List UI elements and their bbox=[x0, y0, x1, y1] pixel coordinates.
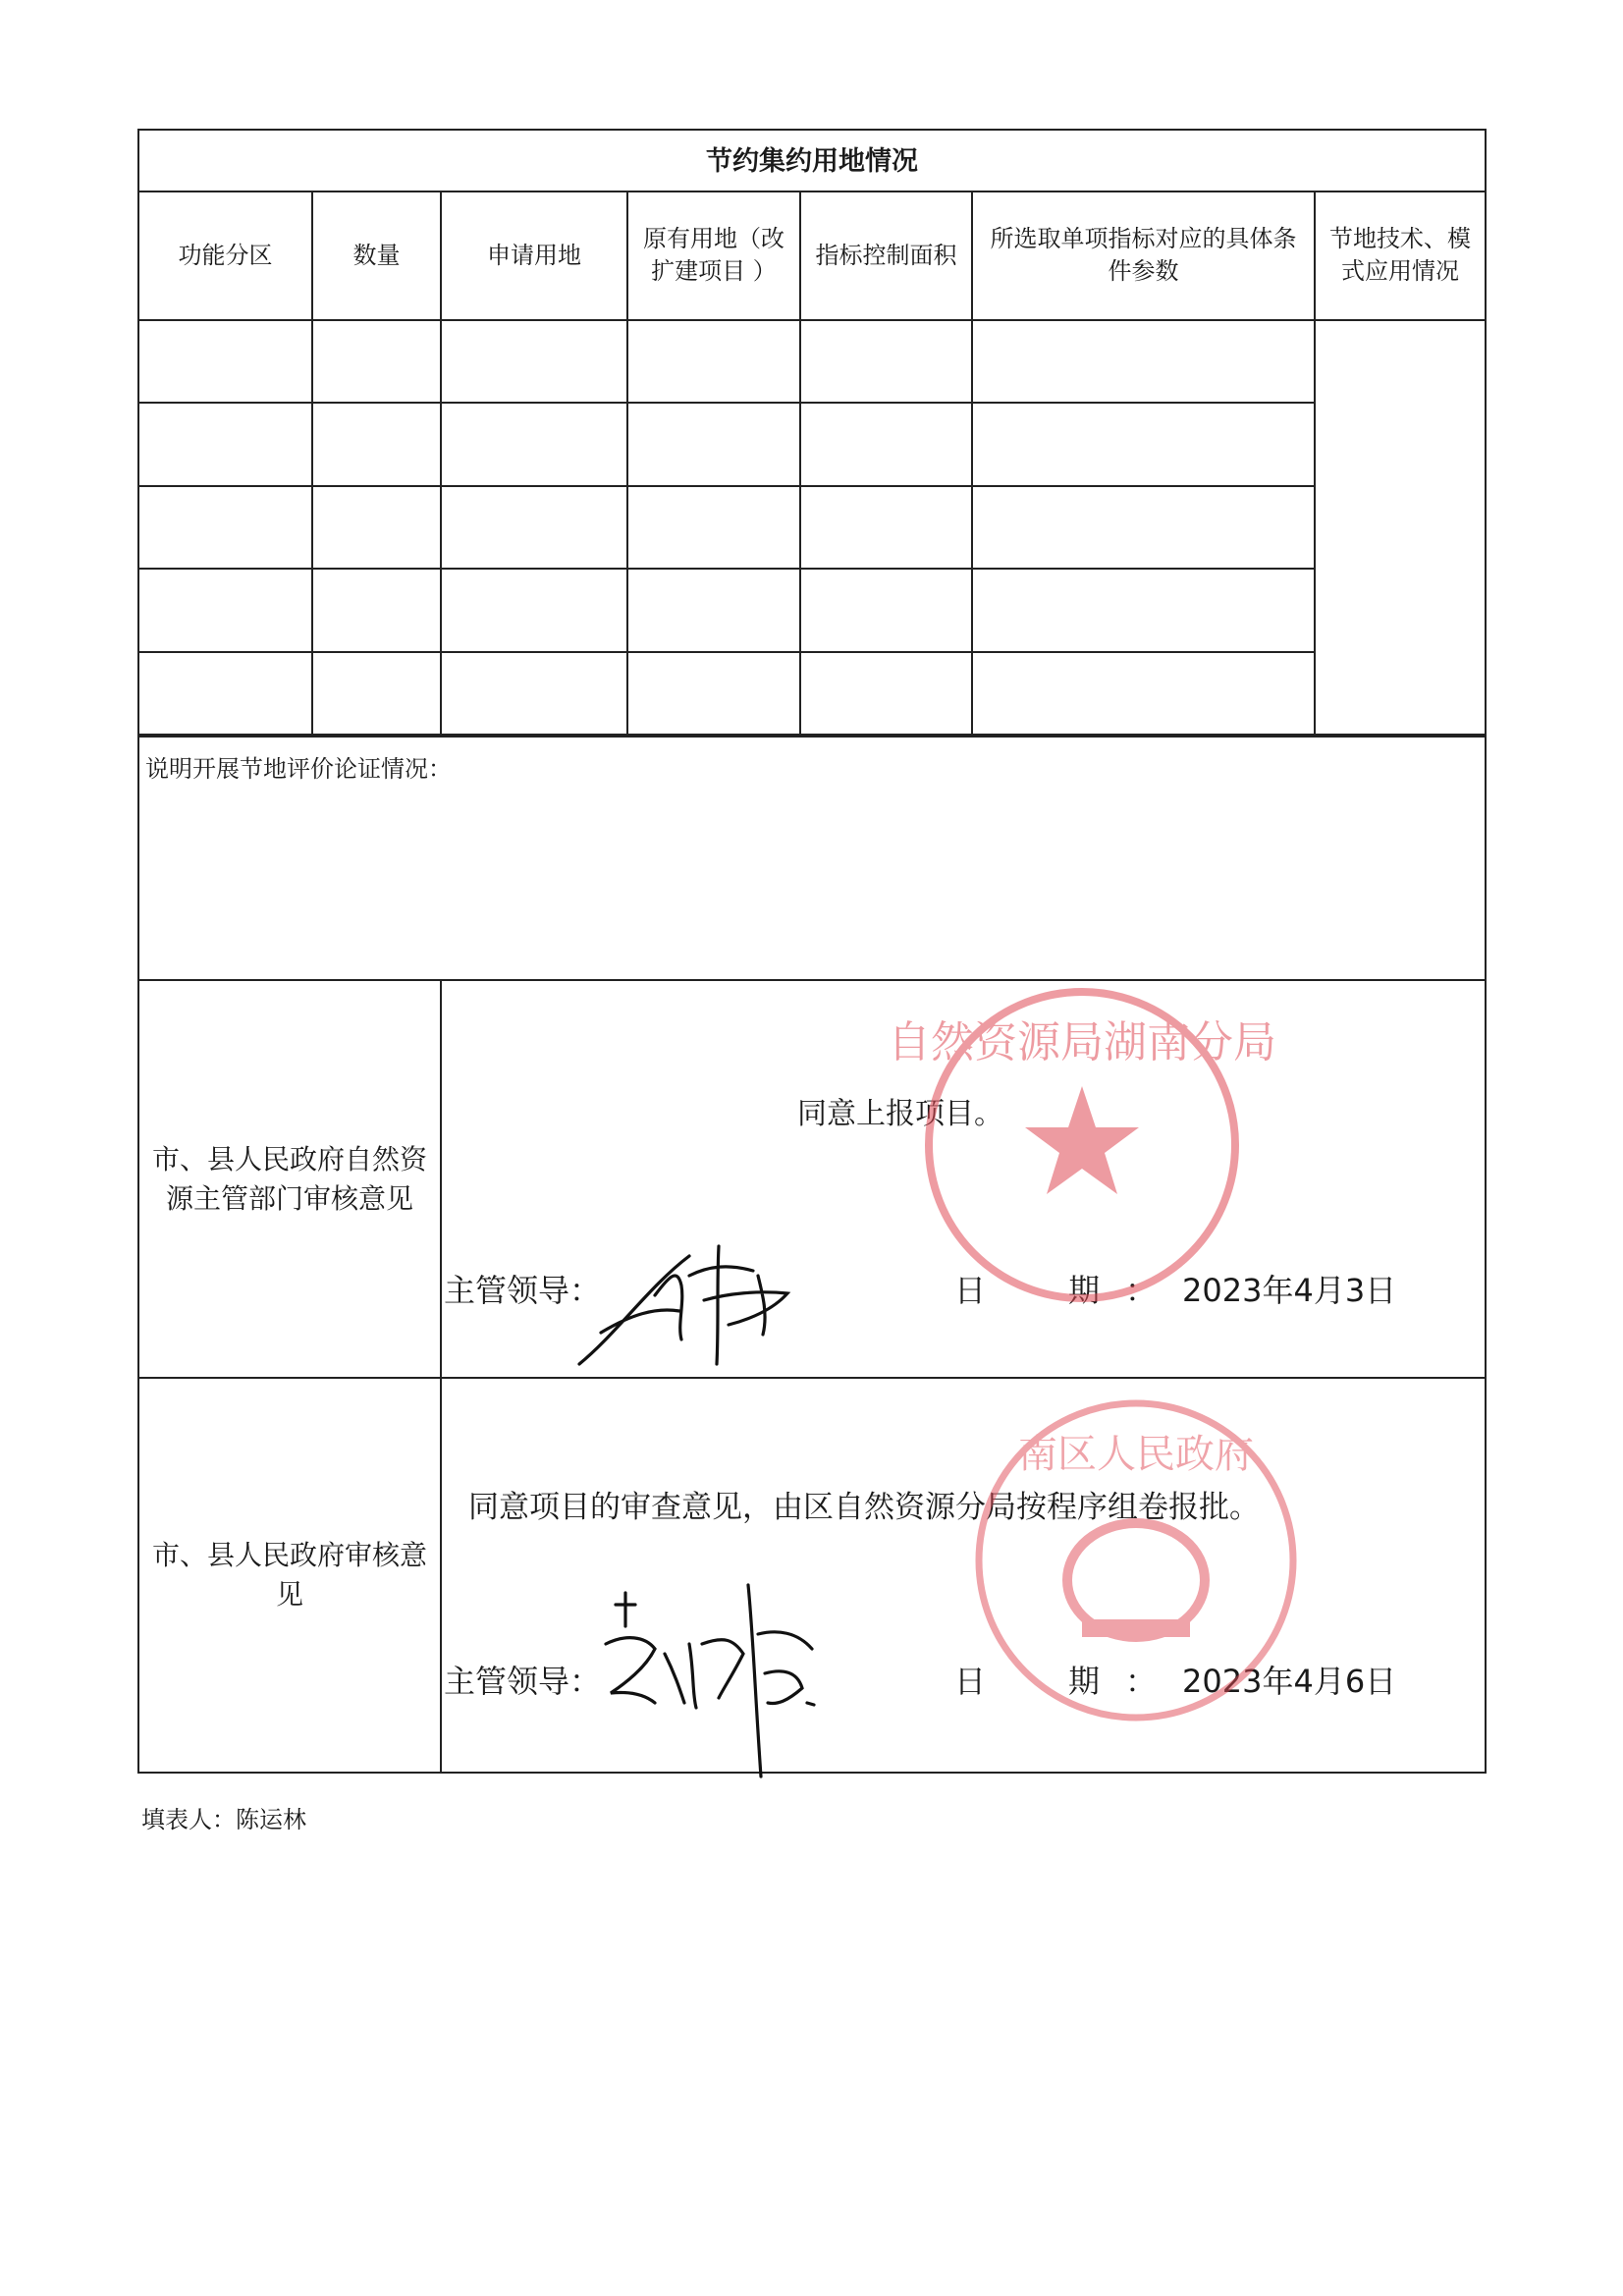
table-row bbox=[139, 320, 1485, 403]
table-cell[interactable] bbox=[627, 486, 800, 569]
dept-leader-signature bbox=[562, 1217, 856, 1384]
table-cell[interactable] bbox=[972, 403, 1315, 485]
gov-date-label: 日 期： bbox=[954, 1663, 1183, 1700]
col-header-control-area: 指标控制面积 bbox=[800, 192, 972, 320]
table-cell[interactable] bbox=[139, 486, 312, 569]
table-cell[interactable] bbox=[441, 320, 627, 403]
table-cell[interactable] bbox=[441, 569, 627, 651]
col-header-quantity: 数量 bbox=[312, 192, 441, 320]
col-header-function-zone: 功能分区 bbox=[139, 192, 312, 320]
dept-review-section bbox=[139, 981, 1485, 1379]
dept-date-value: 2023年4月3日 bbox=[1182, 1272, 1397, 1309]
table-cell[interactable] bbox=[800, 320, 972, 403]
dept-date-label: 日 期： bbox=[954, 1272, 1183, 1309]
gov-date-value: 2023年4月6日 bbox=[1182, 1663, 1397, 1700]
table-cell[interactable] bbox=[972, 652, 1315, 735]
table-cell[interactable] bbox=[800, 486, 972, 569]
dept-review-label-cell bbox=[139, 981, 442, 1377]
evaluation-notes[interactable] bbox=[139, 736, 1485, 981]
land-use-table bbox=[139, 192, 1485, 736]
table-cell[interactable] bbox=[800, 569, 972, 651]
table-cell[interactable] bbox=[139, 403, 312, 485]
table-cell[interactable] bbox=[800, 652, 972, 735]
table-cell[interactable] bbox=[312, 652, 441, 735]
table-cell[interactable] bbox=[972, 320, 1315, 403]
gov-review-opinion: 同意项目的审查意见，由区自然资源分局按程序组卷报批。 bbox=[468, 1490, 1260, 1525]
table-cell[interactable] bbox=[627, 320, 800, 403]
table-row bbox=[139, 652, 1485, 735]
land-use-form bbox=[137, 129, 1487, 1774]
evaluation-notes-label: 说明开展节地评价论证情况： bbox=[145, 755, 452, 783]
filler-label: 填表人： bbox=[141, 1806, 236, 1833]
table-cell[interactable] bbox=[627, 403, 800, 485]
table-cell[interactable] bbox=[312, 320, 441, 403]
table-cell[interactable] bbox=[312, 403, 441, 485]
table-cell[interactable] bbox=[972, 486, 1315, 569]
dept-review-label: 市、县人民政府自然资源主管部门审核意见 bbox=[151, 1142, 427, 1215]
col-header-condition-params: 所选取单项指标对应的具体条件参数 bbox=[972, 192, 1315, 320]
tech-mode-cell[interactable] bbox=[1315, 320, 1485, 735]
table-cell[interactable] bbox=[800, 403, 972, 485]
table-cell[interactable] bbox=[312, 569, 441, 651]
table-cell[interactable] bbox=[139, 320, 312, 403]
gov-review-date bbox=[954, 1657, 1396, 1702]
table-cell[interactable] bbox=[972, 569, 1315, 651]
gov-review-section bbox=[139, 1379, 1485, 1772]
table-cell[interactable] bbox=[139, 569, 312, 651]
gov-leader-signature bbox=[586, 1575, 861, 1781]
gov-review-label: 市、县人民政府审核意见 bbox=[151, 1539, 427, 1611]
table-cell[interactable] bbox=[627, 652, 800, 735]
table-cell[interactable] bbox=[312, 486, 441, 569]
col-header-applied-land: 申请用地 bbox=[441, 192, 627, 320]
table-cell[interactable] bbox=[139, 652, 312, 735]
table-cell[interactable] bbox=[627, 569, 800, 651]
dept-seal-text: 自然资源局湖南分局 bbox=[888, 1017, 1276, 1067]
table-header-row bbox=[139, 192, 1485, 320]
filler-name: 陈运林 bbox=[236, 1806, 306, 1833]
table-cell[interactable] bbox=[441, 652, 627, 735]
gov-leader-label: 主管领导： bbox=[444, 1663, 602, 1700]
dept-leader-label: 主管领导： bbox=[444, 1272, 602, 1309]
table-cell[interactable] bbox=[441, 403, 627, 485]
gov-review-label-cell bbox=[139, 1379, 442, 1772]
gov-seal-text: 南区人民政府 bbox=[1018, 1432, 1254, 1477]
table-cell[interactable] bbox=[441, 486, 627, 569]
form-title: 节约集约用地情况 bbox=[139, 131, 1485, 192]
table-row bbox=[139, 569, 1485, 651]
table-row bbox=[139, 486, 1485, 569]
dept-review-opinion: 同意上报项目。 bbox=[797, 1097, 1003, 1131]
table-row bbox=[139, 403, 1485, 485]
form-filler bbox=[141, 1800, 306, 1834]
col-header-tech-mode: 节地技术、模式应用情况 bbox=[1315, 192, 1485, 320]
col-header-original-land: 原有用地（改扩建项目 ） bbox=[627, 192, 800, 320]
dept-review-date bbox=[954, 1266, 1396, 1311]
